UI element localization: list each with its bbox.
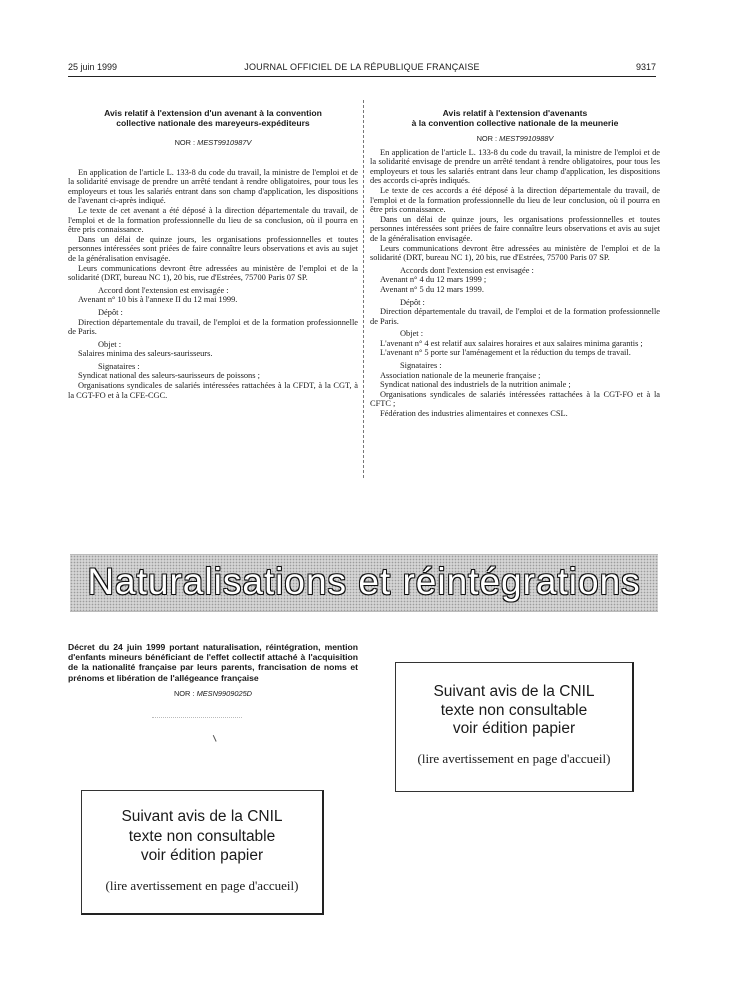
- right-paragraph-3: Dans un délai de quinze jours, les organisations professionnelles et toutes personnes intéressées sont priées de faire connaître leurs observations et avis au sujet de la généralisation envisagée.: [370, 214, 660, 243]
- cnil-notice-box-left: [81, 790, 324, 915]
- right-signatory-1: Association nationale de la meunerie française ;: [380, 370, 541, 380]
- right-accord-1: Avenant n° 4 du 12 mars 1999 ;: [380, 275, 487, 285]
- cnil-left-note: (lire avertissement en page d'accueil): [105, 877, 299, 893]
- left-notice-title: [68, 108, 358, 128]
- left-signatory-2: Organisations syndicales de salariés intéressées rattachées à la CFDT, à la CGT, à la CGT-FO et à la CFE-CGC.: [68, 381, 358, 400]
- left-nor-label: NOR :: [174, 138, 196, 147]
- right-signatory-4: Fédération des industries alimentaires et connexes CSL.: [380, 409, 568, 419]
- left-paragraph-2: Le texte de cet avenant a été déposé à la direction départementale du travail, de l'emploi et de la formation professionnelle du lieu de sa conclusion, où il pourra en être pris connaissance.: [68, 205, 358, 235]
- left-paragraph-3: Dans un délai de quinze jours, les organisations professionnelles et toutes personnes intéressées sont priées de faire connaître leurs observations et avis au sujet de la généralisation envisagée.: [68, 234, 358, 263]
- cnil-right-line-2: texte non consultable: [440, 701, 588, 719]
- cnil-notice-box-right: [395, 662, 634, 792]
- right-notice-title: [370, 108, 660, 128]
- right-paragraph-1: En application de l'article L. 133-8 du code du travail, la ministre de l'emploi et de la solidarité envisage de prendre un arrêté tendant à rendre obligatoires, pour tous les employeurs et tous les salariés entrant dans leur champ d'application, les dispositions des accords ci-après indiqués.: [370, 147, 660, 186]
- decree-nor-label: NOR :: [173, 688, 195, 698]
- right-nor: [370, 134, 660, 144]
- cnil-left-line-2: texte non consultable: [128, 827, 276, 845]
- cnil-right-line-3: voir édition papier: [452, 720, 576, 737]
- section-banner-title: Naturalisations et réintégrations: [87, 561, 641, 602]
- left-objet-label: Objet :: [98, 339, 122, 349]
- decree-nor: [68, 689, 358, 698]
- cnil-right-note: (lire avertissement en page d'accueil): [417, 750, 611, 766]
- right-objet-label: Objet :: [400, 329, 424, 339]
- cnil-left-line-1: Suivant avis de la CNIL: [121, 808, 283, 825]
- right-objet-2: L'avenant n° 5 porte sur l'aménagement et la réduction du temps de travail.: [380, 348, 631, 358]
- section-banner: [70, 554, 658, 612]
- decree-title: Décret du 24 juin 1999 portant naturalisation, réintégration, mention d'enfants mineurs bénéficiant de l'effet collectif attaché à l'acquisition de la nationalité française par leurs parents, francisation de noms et prénoms et libération de l'allégeance française: [68, 642, 358, 683]
- right-paragraph-4: Leurs communications devront être adressées au ministère de l'emploi et de la solidarité (DRT, bureau NC 1), 20 bis, rue d'Estrées, 75700 Paris 07 SP.: [370, 243, 660, 263]
- left-signatory-1: Syndicat national des saleurs-saurisseurs de poissons ;: [78, 371, 260, 381]
- left-accord: Avenant n° 10 bis à l'annexe II du 12 mai 1999.: [78, 295, 238, 305]
- column-divider: [363, 100, 364, 478]
- right-objet-1: L'avenant n° 4 est relatif aux salaires horaires et aux salaires minima garantis ;: [380, 338, 643, 348]
- left-depot-label: Dépôt :: [98, 307, 123, 317]
- right-depot-label: Dépôt :: [400, 297, 425, 307]
- right-nor-label: NOR :: [476, 134, 498, 143]
- right-signataires-label: Signataires :: [400, 361, 442, 371]
- right-notice: [370, 108, 660, 419]
- right-signatory-3: Organisations syndicales de salariés intéressées rattachées à la CGT-FO et à la CFTC ;: [370, 389, 660, 409]
- left-nor: [68, 138, 358, 148]
- scan-artifact-mark: [213, 733, 220, 741]
- left-objet: Salaires minima des saleurs-saurisseurs.: [78, 349, 213, 359]
- header-page-number: 9317: [635, 62, 656, 72]
- left-paragraph-4: Leurs communications devront être adressées au ministère de l'emploi et de la solidarité (DRT, bureau NC 1), 20 bis, rue d'Estrées, 75700 Paris 07 SP.: [68, 263, 358, 283]
- left-depot: Direction départementale du travail, de l'emploi et de la formation professionnelle de Paris.: [68, 317, 358, 337]
- decree-notice: [68, 642, 358, 698]
- header-journal-title: JOURNAL OFFICIEL DE LA RÉPUBLIQUE FRANÇAISE: [244, 62, 480, 72]
- left-paragraph-1: En application de l'article L. 133-8 du code du travail, la ministre de l'emploi et de la solidarité envisage de prendre un arrêté tendant à rendre obligatoires, pour tous les employeurs et tous les salariés entrant dans son champ d'application, les dispositions de l'avenant ci-après indiqué.: [68, 167, 358, 206]
- decree-nor-code: MESN9909025D: [196, 688, 253, 698]
- left-notice: [68, 108, 358, 400]
- left-title-line-1: Avis relatif à l'extension d'un avenant à la convention: [104, 108, 322, 118]
- cnil-right-line-1: Suivant avis de la CNIL: [433, 683, 595, 700]
- scan-artifact-dots: [152, 717, 242, 719]
- right-title-line-1: Avis relatif à l'extension d'avenants: [442, 108, 588, 118]
- right-accord-2: Avenant n° 5 du 12 mars 1999.: [380, 284, 484, 294]
- page-header: [68, 62, 656, 77]
- right-accords-label: Accords dont l'extension est envisagée :: [400, 265, 534, 275]
- left-accord-label: Accord dont l'extension est envisagée :: [98, 285, 229, 295]
- right-title-line-2: à la convention collective nationale de la meunerie: [411, 118, 619, 128]
- right-paragraph-2: Le texte de ces accords a été déposé à la direction départementale du travail, de l'emploi et de la formation professionnelle du lieu de leur conclusion, où il pourra en être pris connaissance.: [370, 185, 660, 215]
- left-title-line-2: collective nationale des mareyeurs-expéditeurs: [116, 118, 310, 128]
- cnil-left-line-3: voir édition papier: [140, 847, 264, 864]
- left-signataires-label: Signataires :: [98, 361, 140, 371]
- header-date: 25 juin 1999: [68, 62, 118, 72]
- left-nor-code: MEST9910987V: [197, 138, 252, 147]
- right-signatory-2: Syndicat national des industriels de la nutrition animale ;: [380, 380, 571, 390]
- right-depot: Direction départementale du travail, de l'emploi et de la formation professionnelle de Paris.: [370, 307, 660, 326]
- right-nor-code: MEST9910988V: [499, 134, 554, 143]
